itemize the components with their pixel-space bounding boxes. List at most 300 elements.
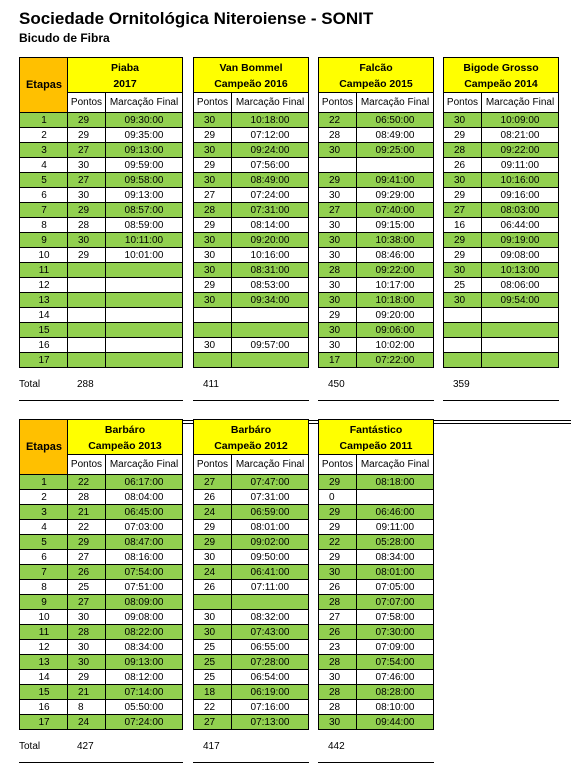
team-subtitle: 2017: [113, 78, 137, 90]
marcacao-cell: 08:18:00: [356, 475, 434, 490]
marcacao-cell: 10:18:00: [356, 293, 434, 308]
pontos-cell: 26: [193, 580, 231, 595]
team-subtitle: Campeão 2011: [339, 440, 413, 452]
marcacao-cell: 09:02:00: [231, 535, 309, 550]
pontos-cell: 25: [443, 278, 481, 293]
pontos-cell: 27: [67, 550, 105, 565]
pontos-cell: 30: [193, 173, 231, 188]
etapa-number: 10: [19, 610, 69, 625]
marcacao-cell: 09:13:00: [105, 188, 183, 203]
marcacao-cell: 09:22:00: [481, 143, 559, 158]
marcacao-cell: 09:54:00: [481, 293, 559, 308]
marcacao-cell: 08:16:00: [105, 550, 183, 565]
marcacao-header: Marcação Final: [105, 455, 183, 475]
marcacao-cell: [481, 323, 559, 338]
pontos-header: Pontos: [193, 455, 231, 475]
marcacao-cell: 06:55:00: [231, 640, 309, 655]
marcacao-cell: [231, 308, 309, 323]
marcacao-cell: 08:14:00: [231, 218, 309, 233]
marcacao-cell: 08:34:00: [105, 640, 183, 655]
pontos-cell: 30: [193, 338, 231, 353]
pontos-cell: 21: [67, 505, 105, 520]
marcacao-cell: 08:09:00: [105, 595, 183, 610]
marcacao-cell: [231, 353, 309, 368]
pontos-cell: [193, 353, 231, 368]
marcacao-cell: 06:41:00: [231, 565, 309, 580]
team-total-underline: [318, 400, 434, 401]
team-subtitle: Campeão 2012: [214, 440, 288, 452]
pontos-cell: 29: [67, 248, 105, 263]
pontos-cell: 30: [67, 640, 105, 655]
marcacao-cell: 06:44:00: [481, 218, 559, 233]
team-total: 442: [328, 741, 345, 752]
pontos-cell: 30: [67, 610, 105, 625]
pontos-cell: 17: [318, 353, 356, 368]
pontos-cell: 29: [67, 535, 105, 550]
marcacao-cell: [105, 323, 183, 338]
total-label: Total: [19, 379, 41, 390]
marcacao-cell: 08:53:00: [231, 278, 309, 293]
pontos-cell: 28: [318, 595, 356, 610]
team-total-underline: [443, 400, 559, 401]
pontos-cell: 29: [67, 670, 105, 685]
marcacao-header: Marcação Final: [231, 93, 309, 113]
pontos-cell: 26: [67, 565, 105, 580]
pontos-cell: 30: [318, 670, 356, 685]
etapa-number: 13: [19, 293, 69, 308]
team-header: [318, 419, 434, 455]
marcacao-cell: [356, 490, 434, 505]
marcacao-cell: 07:54:00: [356, 655, 434, 670]
pontos-cell: 29: [318, 475, 356, 490]
etapa-number: 3: [19, 505, 69, 520]
marcacao-cell: 08:49:00: [356, 128, 434, 143]
pontos-cell: 29: [193, 535, 231, 550]
pontos-cell: 22: [318, 113, 356, 128]
pontos-cell: 25: [193, 640, 231, 655]
pontos-cell: [318, 158, 356, 173]
pontos-cell: 24: [193, 505, 231, 520]
pontos-cell: 30: [67, 655, 105, 670]
marcacao-cell: 07:24:00: [231, 188, 309, 203]
marcacao-cell: 09:20:00: [231, 233, 309, 248]
pontos-cell: 30: [193, 550, 231, 565]
marcacao-cell: 09:57:00: [231, 338, 309, 353]
marcacao-cell: 09:19:00: [481, 233, 559, 248]
pontos-cell: 30: [193, 248, 231, 263]
etapa-number: 7: [19, 203, 69, 218]
pontos-cell: 28: [318, 685, 356, 700]
pontos-cell: 28: [67, 625, 105, 640]
team-name: Barbáro: [230, 424, 272, 436]
team-total: 427: [77, 741, 94, 752]
marcacao-cell: 07:31:00: [231, 203, 309, 218]
marcacao-cell: 09:13:00: [105, 143, 183, 158]
pontos-cell: 27: [318, 610, 356, 625]
etapas-header: Etapas: [19, 57, 69, 113]
etapa-number: 2: [19, 490, 69, 505]
etapa-number: 15: [19, 323, 69, 338]
pontos-cell: 27: [193, 188, 231, 203]
pontos-cell: [443, 338, 481, 353]
etapas-header: Etapas: [19, 419, 69, 475]
pontos-header: Pontos: [443, 93, 481, 113]
pontos-cell: 30: [193, 293, 231, 308]
marcacao-cell: 07:51:00: [105, 580, 183, 595]
pontos-cell: 30: [318, 188, 356, 203]
pontos-cell: 29: [193, 128, 231, 143]
pontos-cell: 28: [318, 655, 356, 670]
team-name: Bigode Grosso: [463, 62, 539, 74]
team-name: Barbáro: [104, 424, 146, 436]
team-name: Piaba: [110, 62, 139, 74]
marcacao-cell: 07:22:00: [356, 353, 434, 368]
pontos-cell: 27: [67, 595, 105, 610]
marcacao-cell: 07:47:00: [231, 475, 309, 490]
pontos-cell: 30: [318, 218, 356, 233]
pontos-cell: 27: [193, 715, 231, 730]
page-title: Sociedade Ornitológica Niteroiense - SONIT: [19, 9, 374, 28]
pontos-cell: [193, 595, 231, 610]
etapa-number: 16: [19, 700, 69, 715]
pontos-cell: 30: [67, 158, 105, 173]
marcacao-cell: 08:01:00: [231, 520, 309, 535]
etapa-number: 15: [19, 685, 69, 700]
team-header: [193, 57, 309, 93]
pontos-cell: 29: [443, 188, 481, 203]
team-header: [318, 57, 434, 93]
etapa-number: 10: [19, 248, 69, 263]
etapa-number: 8: [19, 580, 69, 595]
marcacao-cell: [105, 338, 183, 353]
pontos-cell: 30: [193, 233, 231, 248]
pontos-cell: [67, 278, 105, 293]
pontos-cell: 27: [67, 143, 105, 158]
marcacao-cell: 09:59:00: [105, 158, 183, 173]
etapa-number: 16: [19, 338, 69, 353]
pontos-cell: [67, 308, 105, 323]
marcacao-cell: 06:19:00: [231, 685, 309, 700]
marcacao-cell: 09:25:00: [356, 143, 434, 158]
pontos-cell: 27: [193, 475, 231, 490]
marcacao-cell: 10:02:00: [356, 338, 434, 353]
marcacao-cell: 09:50:00: [231, 550, 309, 565]
etapa-number: 1: [19, 113, 69, 128]
marcacao-cell: 06:17:00: [105, 475, 183, 490]
pontos-cell: 27: [318, 203, 356, 218]
pontos-cell: 29: [443, 248, 481, 263]
pontos-cell: 28: [318, 700, 356, 715]
marcacao-cell: [105, 308, 183, 323]
team-total-underline: [67, 762, 183, 763]
marcacao-cell: 08:06:00: [481, 278, 559, 293]
marcacao-cell: 09:24:00: [231, 143, 309, 158]
pontos-cell: 30: [193, 113, 231, 128]
pontos-cell: 29: [193, 520, 231, 535]
pontos-cell: 27: [67, 173, 105, 188]
marcacao-cell: [481, 308, 559, 323]
pontos-cell: 26: [193, 490, 231, 505]
pontos-cell: [67, 263, 105, 278]
etapa-number: 11: [19, 625, 69, 640]
team-header: [67, 419, 183, 455]
marcacao-cell: 07:03:00: [105, 520, 183, 535]
marcacao-cell: 06:54:00: [231, 670, 309, 685]
pontos-cell: 30: [318, 233, 356, 248]
marcacao-cell: 07:31:00: [231, 490, 309, 505]
marcacao-header: Marcação Final: [231, 455, 309, 475]
marcacao-cell: 07:54:00: [105, 565, 183, 580]
marcacao-cell: [231, 323, 309, 338]
etapa-number: 13: [19, 655, 69, 670]
pontos-cell: 25: [67, 580, 105, 595]
pontos-cell: 29: [318, 550, 356, 565]
pontos-cell: 0: [318, 490, 356, 505]
marcacao-cell: 08:31:00: [231, 263, 309, 278]
marcacao-cell: 08:12:00: [105, 670, 183, 685]
marcacao-cell: 07:24:00: [105, 715, 183, 730]
pontos-cell: 26: [318, 580, 356, 595]
marcacao-cell: 10:16:00: [231, 248, 309, 263]
pontos-cell: [193, 308, 231, 323]
marcacao-cell: 06:46:00: [356, 505, 434, 520]
team-subtitle: Campeão 2013: [88, 440, 162, 452]
marcacao-cell: 08:03:00: [481, 203, 559, 218]
pontos-cell: 28: [67, 490, 105, 505]
pontos-cell: 25: [193, 670, 231, 685]
pontos-cell: 30: [67, 188, 105, 203]
total-underline: [19, 762, 67, 763]
team-header: [67, 57, 183, 93]
pontos-header: Pontos: [67, 93, 105, 113]
pontos-cell: 16: [443, 218, 481, 233]
marcacao-cell: 10:38:00: [356, 233, 434, 248]
marcacao-cell: 09:22:00: [356, 263, 434, 278]
marcacao-cell: 08:28:00: [356, 685, 434, 700]
pontos-cell: 30: [318, 323, 356, 338]
marcacao-cell: 08:04:00: [105, 490, 183, 505]
pontos-cell: 29: [443, 233, 481, 248]
etapa-number: 4: [19, 158, 69, 173]
marcacao-cell: 09:29:00: [356, 188, 434, 203]
etapa-number: 5: [19, 173, 69, 188]
pontos-cell: 30: [67, 233, 105, 248]
marcacao-cell: 10:16:00: [481, 173, 559, 188]
marcacao-cell: 09:15:00: [356, 218, 434, 233]
marcacao-cell: 07:11:00: [231, 580, 309, 595]
marcacao-cell: [231, 595, 309, 610]
pontos-header: Pontos: [67, 455, 105, 475]
pontos-cell: 30: [318, 248, 356, 263]
pontos-cell: 22: [193, 700, 231, 715]
pontos-cell: 29: [67, 113, 105, 128]
marcacao-cell: 05:28:00: [356, 535, 434, 550]
etapa-number: 6: [19, 188, 69, 203]
marcacao-cell: 06:59:00: [231, 505, 309, 520]
team-header: [443, 57, 559, 93]
marcacao-cell: [356, 158, 434, 173]
marcacao-cell: 10:11:00: [105, 233, 183, 248]
etapa-number: 3: [19, 143, 69, 158]
marcacao-cell: 08:59:00: [105, 218, 183, 233]
team-subtitle: Campeão 2014: [464, 78, 538, 90]
pontos-cell: 29: [318, 308, 356, 323]
pontos-cell: 30: [318, 143, 356, 158]
marcacao-cell: 07:58:00: [356, 610, 434, 625]
team-total-underline: [318, 762, 434, 763]
team-total-underline: [193, 762, 309, 763]
pontos-cell: 24: [193, 565, 231, 580]
etapa-number: 7: [19, 565, 69, 580]
marcacao-cell: 09:08:00: [481, 248, 559, 263]
pontos-cell: 29: [193, 278, 231, 293]
pontos-header: Pontos: [318, 455, 356, 475]
marcacao-cell: 09:41:00: [356, 173, 434, 188]
marcacao-cell: [105, 293, 183, 308]
team-total-underline: [193, 400, 309, 401]
pontos-cell: 24: [67, 715, 105, 730]
marcacao-cell: 07:40:00: [356, 203, 434, 218]
pontos-cell: 28: [67, 218, 105, 233]
pontos-cell: 30: [443, 173, 481, 188]
pontos-cell: 29: [318, 505, 356, 520]
pontos-cell: 30: [193, 263, 231, 278]
marcacao-cell: 07:12:00: [231, 128, 309, 143]
marcacao-cell: 07:28:00: [231, 655, 309, 670]
marcacao-cell: 07:13:00: [231, 715, 309, 730]
pontos-cell: 8: [67, 700, 105, 715]
pontos-cell: 30: [318, 293, 356, 308]
marcacao-cell: 09:13:00: [105, 655, 183, 670]
pontos-cell: 30: [443, 113, 481, 128]
marcacao-cell: 07:05:00: [356, 580, 434, 595]
team-total: 288: [77, 379, 94, 390]
marcacao-cell: 09:11:00: [356, 520, 434, 535]
marcacao-cell: 08:47:00: [105, 535, 183, 550]
team-subtitle: Campeão 2015: [339, 78, 413, 90]
pontos-cell: 29: [193, 218, 231, 233]
marcacao-cell: 09:35:00: [105, 128, 183, 143]
etapa-number: 5: [19, 535, 69, 550]
marcacao-cell: 09:58:00: [105, 173, 183, 188]
team-total: 450: [328, 379, 345, 390]
marcacao-cell: 07:30:00: [356, 625, 434, 640]
pontos-cell: 26: [318, 625, 356, 640]
marcacao-cell: 09:30:00: [105, 113, 183, 128]
pontos-cell: 29: [193, 158, 231, 173]
pontos-cell: 21: [67, 685, 105, 700]
pontos-cell: 30: [318, 278, 356, 293]
marcacao-cell: 07:16:00: [231, 700, 309, 715]
marcacao-cell: 07:43:00: [231, 625, 309, 640]
marcacao-cell: 09:34:00: [231, 293, 309, 308]
marcacao-cell: 07:56:00: [231, 158, 309, 173]
team-name: Fantástico: [349, 424, 403, 436]
marcacao-cell: 08:22:00: [105, 625, 183, 640]
marcacao-cell: 10:01:00: [105, 248, 183, 263]
team-subtitle: Campeão 2016: [214, 78, 288, 90]
pontos-cell: 23: [318, 640, 356, 655]
team-total-underline: [67, 400, 183, 401]
page-subtitle: Bicudo de Fibra: [19, 31, 110, 45]
pontos-cell: 25: [193, 655, 231, 670]
marcacao-cell: [105, 278, 183, 293]
etapa-number: 14: [19, 308, 69, 323]
pontos-cell: [67, 323, 105, 338]
marcacao-cell: 07:46:00: [356, 670, 434, 685]
pontos-cell: 30: [443, 263, 481, 278]
marcacao-cell: [105, 263, 183, 278]
marcacao-cell: 08:10:00: [356, 700, 434, 715]
marcacao-cell: 10:18:00: [231, 113, 309, 128]
marcacao-cell: 06:45:00: [105, 505, 183, 520]
marcacao-cell: 09:16:00: [481, 188, 559, 203]
team-name: Van Bommel: [219, 62, 283, 74]
pontos-cell: 30: [318, 338, 356, 353]
pontos-cell: 30: [443, 293, 481, 308]
marcacao-cell: 09:08:00: [105, 610, 183, 625]
pontos-cell: 30: [193, 625, 231, 640]
pontos-cell: 27: [443, 203, 481, 218]
total-label: Total: [19, 741, 41, 752]
marcacao-cell: 10:17:00: [356, 278, 434, 293]
pontos-cell: 28: [318, 263, 356, 278]
pontos-header: Pontos: [318, 93, 356, 113]
pontos-cell: 28: [443, 143, 481, 158]
marcacao-cell: 09:11:00: [481, 158, 559, 173]
etapa-number: 8: [19, 218, 69, 233]
pontos-cell: 26: [443, 158, 481, 173]
pontos-cell: 22: [318, 535, 356, 550]
etapa-number: 17: [19, 353, 69, 368]
marcacao-cell: 07:07:00: [356, 595, 434, 610]
etapa-number: 9: [19, 233, 69, 248]
marcacao-cell: 08:34:00: [356, 550, 434, 565]
pontos-cell: 29: [318, 520, 356, 535]
pontos-cell: 22: [67, 520, 105, 535]
team-total: 411: [203, 379, 219, 390]
pontos-cell: [67, 338, 105, 353]
etapa-number: 6: [19, 550, 69, 565]
team-total: 359: [453, 379, 470, 390]
etapa-number: 17: [19, 715, 69, 730]
marcacao-cell: 07:14:00: [105, 685, 183, 700]
marcacao-cell: 09:44:00: [356, 715, 434, 730]
marcacao-cell: [481, 353, 559, 368]
marcacao-cell: 09:20:00: [356, 308, 434, 323]
pontos-cell: 28: [193, 203, 231, 218]
marcacao-cell: 08:46:00: [356, 248, 434, 263]
marcacao-cell: 08:49:00: [231, 173, 309, 188]
pontos-cell: [443, 323, 481, 338]
pontos-cell: [443, 353, 481, 368]
pontos-cell: 30: [193, 143, 231, 158]
pontos-cell: [67, 353, 105, 368]
pontos-cell: 29: [443, 128, 481, 143]
pontos-cell: 29: [67, 203, 105, 218]
pontos-cell: 30: [193, 610, 231, 625]
marcacao-cell: 08:32:00: [231, 610, 309, 625]
marcacao-cell: [105, 353, 183, 368]
etapa-number: 9: [19, 595, 69, 610]
etapa-number: 11: [19, 263, 69, 278]
marcacao-cell: 08:01:00: [356, 565, 434, 580]
marcacao-cell: 08:57:00: [105, 203, 183, 218]
etapa-number: 12: [19, 278, 69, 293]
pontos-cell: 18: [193, 685, 231, 700]
pontos-cell: 28: [318, 128, 356, 143]
team-header: [193, 419, 309, 455]
